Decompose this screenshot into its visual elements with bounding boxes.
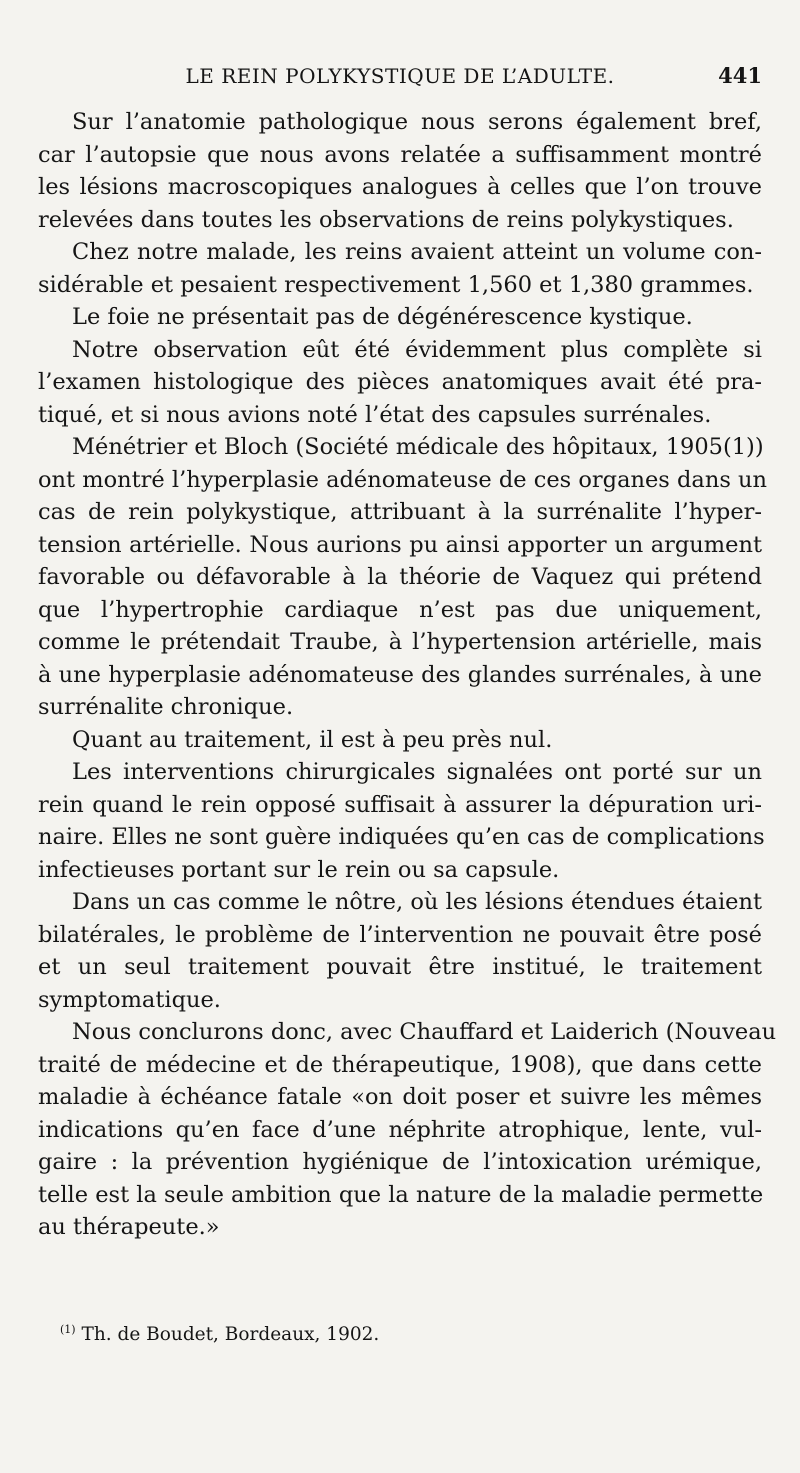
text-line: bilatérales, le problème de l’intervention ne pouvait être posé [38, 921, 762, 948]
page-header [38, 60, 762, 92]
text-line: Sur l’anatomie pathologique nous serons également bref, [72, 109, 762, 135]
text-line: que l’hypertrophie cardiaque n’est pas due uniquement, [38, 596, 762, 623]
text-line: Notre observation eût été évidemment plus complète si [72, 336, 762, 363]
footnote-marker: (1) [60, 1323, 76, 1336]
text-line: Ménétrier et Bloch (Société médicale des hôpitaux, 1905(1)) [72, 434, 764, 460]
body-text [38, 106, 777, 1244]
running-title: LE REIN POLYKYSTIQUE DE L’ADULTE. [185, 64, 615, 88]
text-line: l’examen histologique des pièces anatomiques avait été pra- [38, 369, 762, 395]
text-line: naire. Elles ne sont guère indiquées qu’en cas de complications [38, 824, 765, 850]
text-line: Le foie ne présentait pas de dégénérescence kystique. [72, 304, 693, 330]
text-line: Chez notre malade, les reins avaient atteint un volume con- [72, 239, 762, 265]
footnote-text: Th. de Boudet, Bordeaux, 1902. [81, 1324, 380, 1346]
text-line: tension artérielle. Nous aurions pu ainsi apporter un argument [38, 531, 762, 558]
text-line: cas de rein polykystique, attribuant à la surrénalite l’hyper- [38, 499, 762, 525]
text-line: Quant au traitement, il est à peu près nul. [72, 726, 553, 753]
text-line: rein quand le rein opposé suffisait à assurer la dépuration uri- [38, 791, 762, 818]
text-line: car l’autopsie que nous avons relatée a suffisamment montré [38, 141, 762, 168]
text-line: maladie à échéance fatale «on doit poser et suivre les mêmes [38, 1084, 762, 1110]
text-line: relevées dans toutes les observations de reins polykystiques. [38, 206, 734, 233]
text-line: infectieuses portant sur le rein ou sa capsule. [38, 856, 560, 883]
text-line: sidérable et pesaient respectivement 1,560 et 1,380 grammes. [38, 271, 754, 298]
text-line: les lésions macroscopiques analogues à celles que l’on trouve [38, 174, 762, 200]
text-line: tiqué, et si nous avions noté l’état des capsules surrénales. [38, 401, 712, 428]
text-line: Les interventions chirurgicales signalées ont porté sur un [72, 759, 762, 785]
text-line: surrénalite chronique. [38, 694, 294, 720]
text-line: comme le prétendait Traube, à l’hypertension artérielle, mais [38, 629, 762, 655]
text-line: indications qu’en face d’une néphrite atrophique, lente, vul- [38, 1116, 762, 1143]
page-number: 441 [718, 63, 762, 88]
text-line: favorable ou défavorable à la théorie de Vaquez qui prétend [38, 564, 762, 590]
text-line: à une hyperplasie adénomateuse des glandes surrénales, à une [38, 661, 762, 688]
text-line: ont montré l’hyperplasie adénomateuse de ces organes dans un [38, 466, 767, 493]
text-line: Nous conclurons donc, avec Chauffard et Laiderich (Nouveau [72, 1019, 777, 1045]
text-line: gaire : la prévention hygiénique de l’intoxication urémique, [38, 1149, 762, 1175]
footnote [60, 1317, 379, 1348]
text-line: traité de médecine et de thérapeutique, 1908), que dans cette [38, 1051, 762, 1078]
text-line: Dans un cas comme le nôtre, où les lésions étendues étaient [72, 889, 762, 915]
text-line: telle est la seule ambition que la nature de la maladie permette [38, 1181, 764, 1208]
text-line: au thérapeute.» [38, 1214, 220, 1240]
text-line: et un seul traitement pouvait être institué, le traitement [38, 954, 762, 980]
text-line: symptomatique. [38, 986, 221, 1013]
